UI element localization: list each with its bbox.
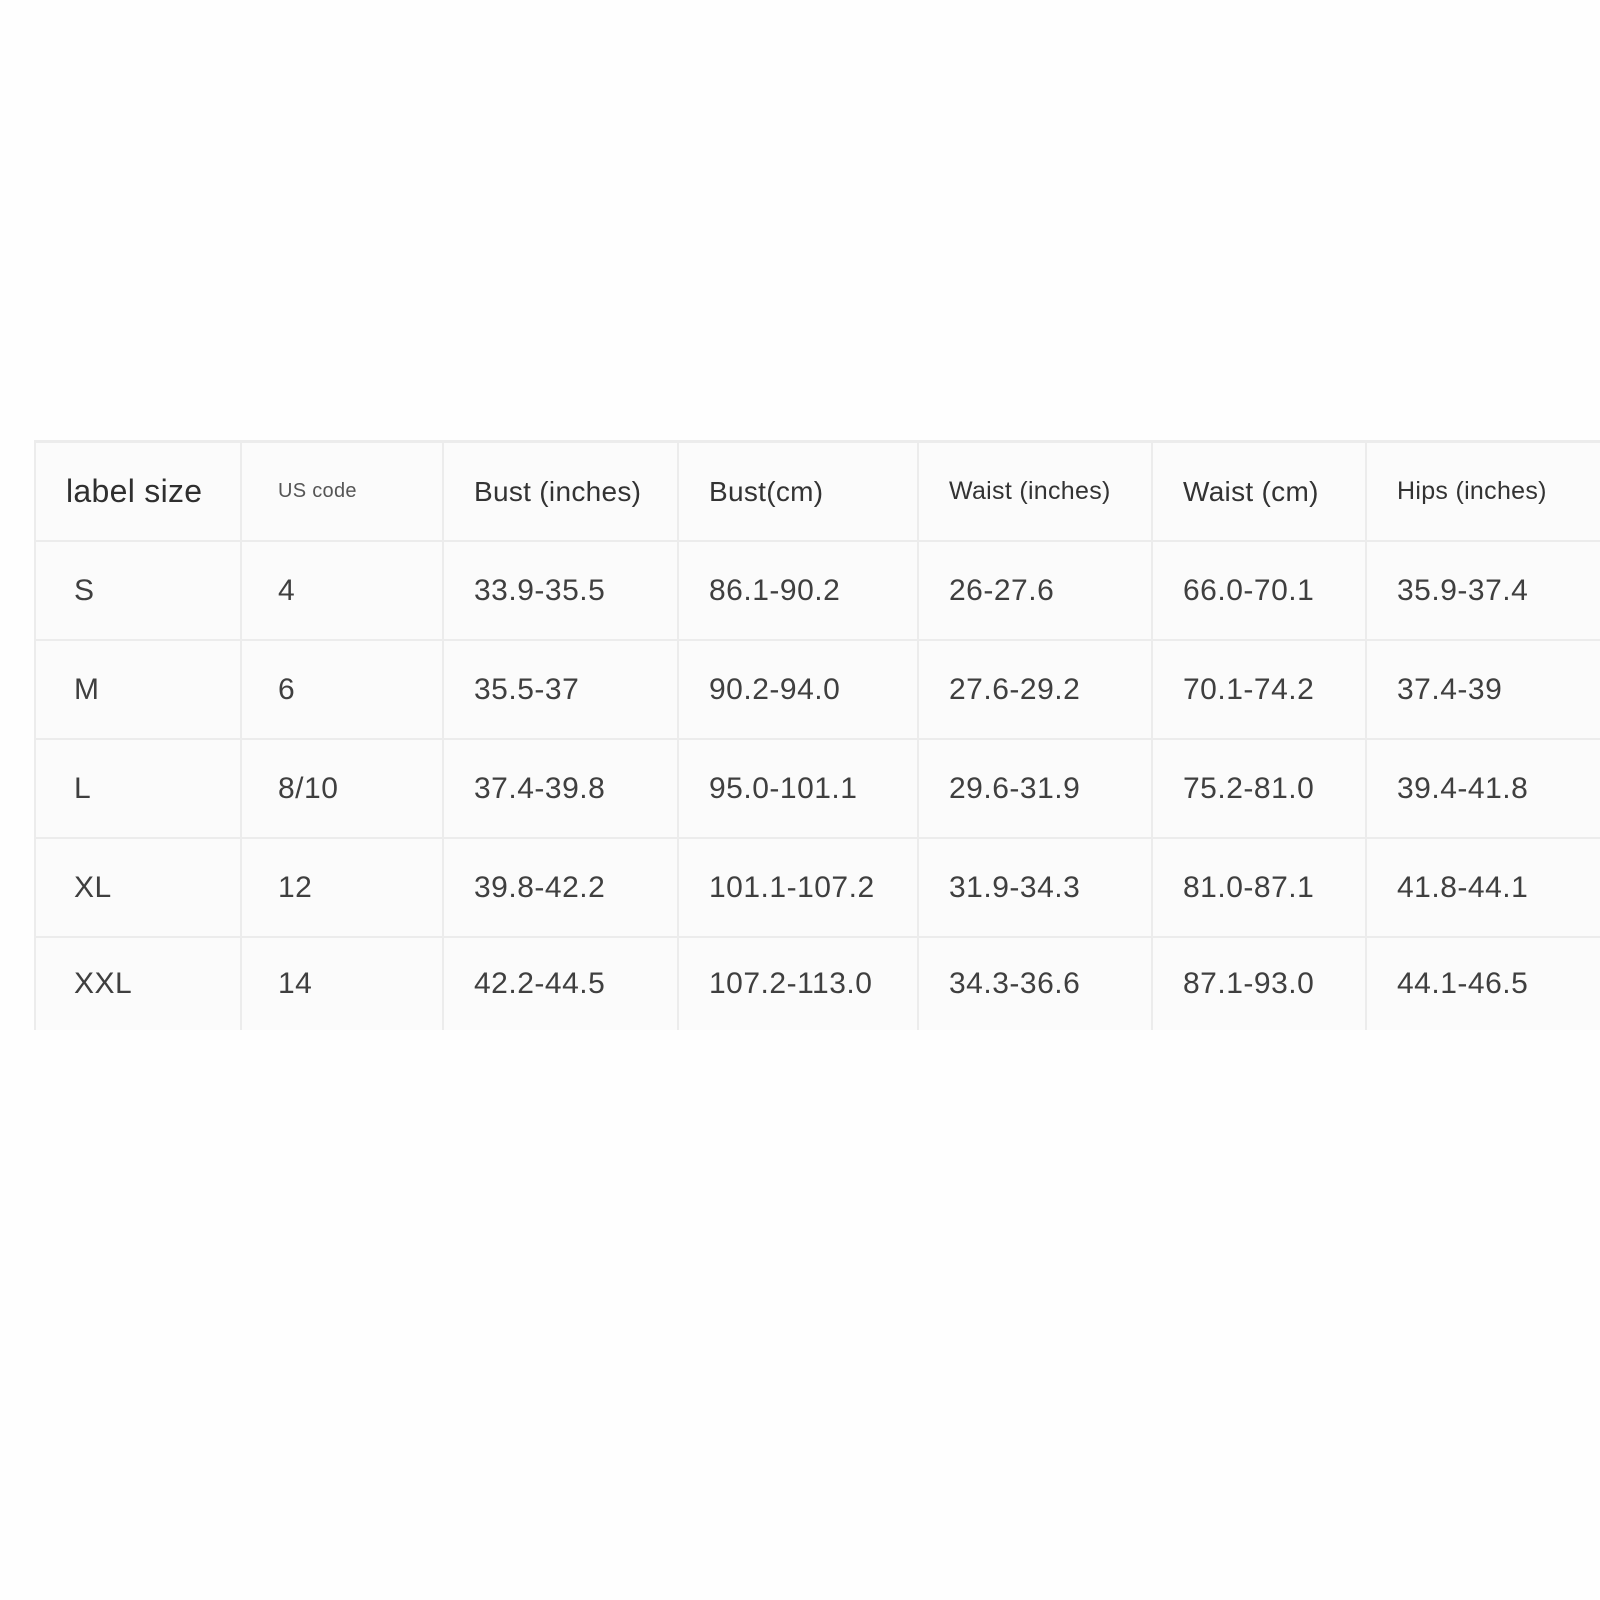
cell-us-code: 12 xyxy=(241,838,443,937)
cell-waist-inches: 26-27.6 xyxy=(918,541,1152,640)
cell-us-code: 14 xyxy=(241,937,443,1030)
cell-bust-cm: 107.2-113.0 xyxy=(678,937,918,1030)
column-header-waist-inches: Waist (inches) xyxy=(918,442,1152,542)
cell-bust-inches: 35.5-37 xyxy=(443,640,678,739)
cell-bust-inches: 33.9-35.5 xyxy=(443,541,678,640)
cell-waist-inches: 31.9-34.3 xyxy=(918,838,1152,937)
cell-hips-inches: 44.1-46.5 xyxy=(1366,937,1600,1030)
cell-waist-inches: 34.3-36.6 xyxy=(918,937,1152,1030)
column-header-hips-inches: Hips (inches) xyxy=(1366,442,1600,542)
cell-bust-cm: 101.1-107.2 xyxy=(678,838,918,937)
cell-waist-inches: 29.6-31.9 xyxy=(918,739,1152,838)
cell-waist-cm: 70.1-74.2 xyxy=(1152,640,1366,739)
table-body xyxy=(35,541,1600,1030)
header-row xyxy=(35,442,1600,542)
column-header-us-code: US code xyxy=(241,442,443,542)
cell-bust-cm: 86.1-90.2 xyxy=(678,541,918,640)
cell-label-size: XL xyxy=(35,838,241,937)
cell-hips-inches: 37.4-39 xyxy=(1366,640,1600,739)
cell-waist-cm: 81.0-87.1 xyxy=(1152,838,1366,937)
cell-bust-inches: 39.8-42.2 xyxy=(443,838,678,937)
cell-label-size: L xyxy=(35,739,241,838)
cell-bust-cm: 95.0-101.1 xyxy=(678,739,918,838)
size-chart-table xyxy=(34,440,1600,1030)
cell-us-code: 6 xyxy=(241,640,443,739)
cell-us-code: 8/10 xyxy=(241,739,443,838)
column-header-label-size: label size xyxy=(35,442,241,542)
table-row xyxy=(35,838,1600,937)
cell-waist-inches: 27.6-29.2 xyxy=(918,640,1152,739)
cell-waist-cm: 75.2-81.0 xyxy=(1152,739,1366,838)
cell-label-size: S xyxy=(35,541,241,640)
cell-bust-inches: 42.2-44.5 xyxy=(443,937,678,1030)
table-row xyxy=(35,739,1600,838)
cell-label-size: XXL xyxy=(35,937,241,1030)
cell-hips-inches: 39.4-41.8 xyxy=(1366,739,1600,838)
column-header-bust-cm: Bust(cm) xyxy=(678,442,918,542)
cell-label-size: M xyxy=(35,640,241,739)
cell-hips-inches: 35.9-37.4 xyxy=(1366,541,1600,640)
table-row xyxy=(35,640,1600,739)
cell-waist-cm: 66.0-70.1 xyxy=(1152,541,1366,640)
cell-bust-inches: 37.4-39.8 xyxy=(443,739,678,838)
cell-bust-cm: 90.2-94.0 xyxy=(678,640,918,739)
column-header-bust-inches: Bust (inches) xyxy=(443,442,678,542)
cell-hips-inches: 41.8-44.1 xyxy=(1366,838,1600,937)
cell-us-code: 4 xyxy=(241,541,443,640)
cell-waist-cm: 87.1-93.0 xyxy=(1152,937,1366,1030)
table-row xyxy=(35,541,1600,640)
table-row xyxy=(35,937,1600,1030)
table-header xyxy=(35,442,1600,542)
column-header-waist-cm: Waist (cm) xyxy=(1152,442,1366,542)
